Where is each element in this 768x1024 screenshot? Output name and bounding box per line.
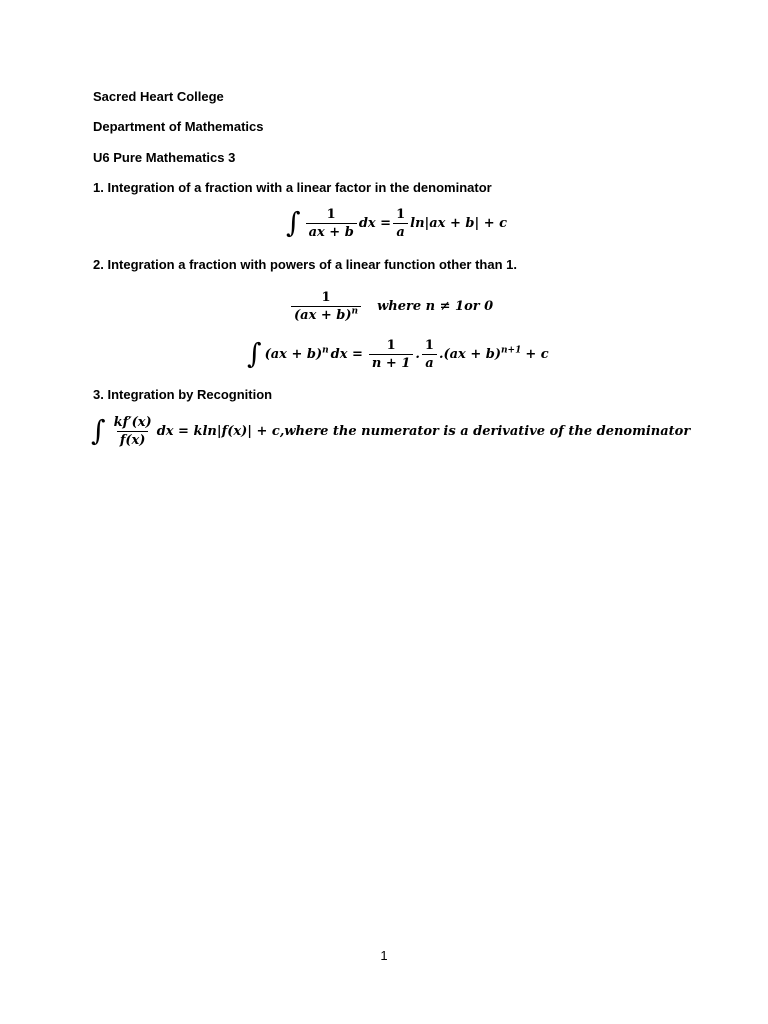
coefficient-denominator: a <box>393 223 407 240</box>
power-result: (ax + b)$^{n+1}$ <box>443 345 522 362</box>
multiply-dot: . <box>415 347 420 362</box>
power-fraction-numerator: 1 <box>321 290 331 305</box>
dx-equals: dx = <box>330 347 363 362</box>
section-1-heading: 1. Integration of a fraction with a linear factor in the denominator <box>93 180 492 195</box>
page-number: 1 <box>380 948 388 963</box>
reciprocal-n-plus-1: $\frac{1}{n + 1}$ <box>369 338 413 371</box>
power-fraction <box>291 290 361 323</box>
log-result: ln|ax + b| + c <box>410 216 508 231</box>
plus-constant: + c <box>525 347 549 362</box>
power-expression <box>289 290 493 323</box>
multiply-dot: . <box>438 347 444 362</box>
integrand: (ax + b)$^n$ <box>264 345 329 362</box>
section-2-heading: 2. Integration a fraction with powers of a linear function other than 1. <box>93 257 517 272</box>
recognition-fraction <box>111 415 155 448</box>
recognition-result: dx = kln|f(x)| + c,where the numerator is a derivative of the denominator <box>156 424 691 439</box>
fraction-denominator: ax + b <box>306 223 357 240</box>
function-denominator: f(x) <box>117 431 149 448</box>
formula-recognition <box>91 415 690 448</box>
formula-power-rule <box>247 338 549 371</box>
integral-sign: ∫ <box>286 205 301 239</box>
coefficient-numerator: 1 <box>396 207 406 222</box>
coefficient-fraction <box>393 207 408 240</box>
reciprocal-a: $\frac{1}{a}$ <box>422 338 437 371</box>
course-title: U6 Pure Mathematics 3 <box>93 150 236 165</box>
fraction-numerator: 1 <box>326 207 336 222</box>
department-name: Department of Mathematics <box>93 119 264 134</box>
dx-equals: dx = <box>358 216 392 231</box>
power-fraction-denominator: (ax + b)$^n$ <box>291 306 361 323</box>
integrand-fraction <box>306 207 357 240</box>
college-name: Sacred Heart College <box>93 89 224 104</box>
derivative-numerator: kf′(x) <box>113 415 152 430</box>
integral-sign: ∫ <box>247 336 262 370</box>
integral-sign: ∫ <box>91 413 106 447</box>
power-condition: where n ≠ 1or 0 <box>377 299 494 314</box>
formula-linear-denominator <box>286 207 507 240</box>
section-3-heading: 3. Integration by Recognition <box>93 387 273 402</box>
